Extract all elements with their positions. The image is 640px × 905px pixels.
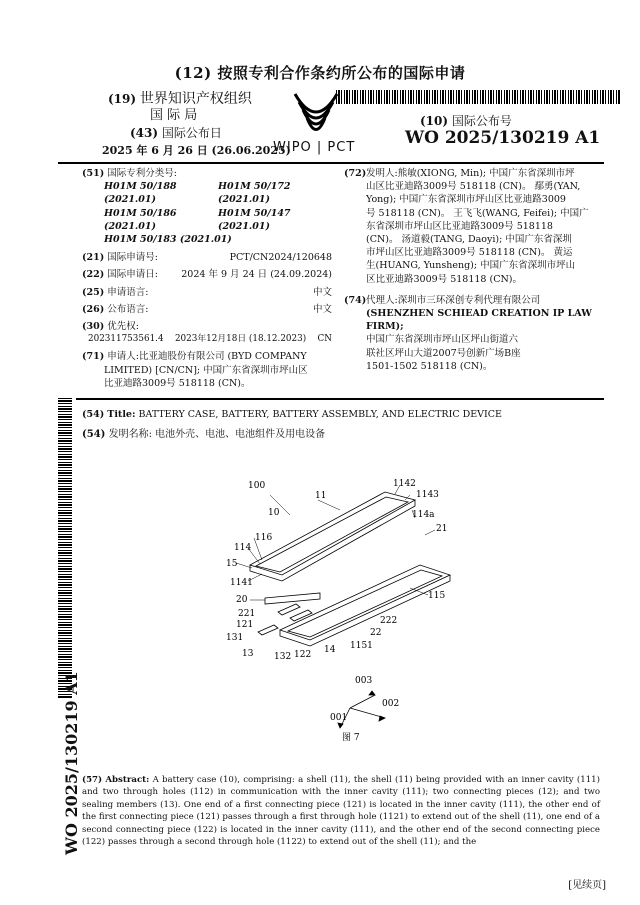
pub-date-value: 2025 年 6 月 26 日 (26.06.2025) — [102, 144, 291, 157]
pub-date-label: 国际公布日 — [161, 126, 222, 140]
ipc-code: H01M 50/147 (2021.01) — [218, 207, 291, 232]
title-cn-num: (54) — [82, 429, 106, 440]
f74-num: (74) — [344, 294, 367, 306]
label-116: 116 — [255, 533, 273, 543]
pub-date-num: (43) — [130, 126, 159, 140]
inventor-line: (CN)。 汤道毅(TANG, Daoyi); 中国广东省深圳 — [366, 234, 572, 246]
label-10: 10 — [268, 508, 280, 518]
label-002: 002 — [382, 699, 400, 709]
org-num: (19) — [108, 92, 137, 106]
label-20: 20 — [236, 595, 248, 605]
inventor-line: 号 518118 (CN)。 王飞飞(WANG, Feifei); 中国广 — [366, 207, 589, 219]
inventor-line: Yong); 中国广东省深圳市坪山区比亚迪路3009 — [366, 194, 566, 206]
agent-line: 1501-1502 518118 (CN)。 — [366, 360, 493, 372]
abstract-label: Abstract: — [105, 775, 150, 785]
f25-value: 中文 — [312, 286, 332, 298]
f51-label: 国际专利分类号: — [107, 168, 177, 179]
f26-label: 公布语言: — [107, 303, 149, 315]
f25-label: 申请语言: — [107, 286, 149, 298]
agent-line: 中国广东省深圳市坪山区坪山街道六 — [366, 334, 519, 346]
figure-labels — [226, 479, 447, 743]
f51-num: (51) — [82, 168, 105, 179]
applicant-line: 申请人:比亚迪股份有限公司 (BYD COMPANY — [107, 351, 307, 363]
inventor-line: 市坪山区比亚迪路3009号 518118 (CN)。 黄运 — [366, 247, 573, 259]
label-121: 121 — [236, 620, 254, 630]
f26-value: 中文 — [312, 303, 332, 315]
label-132: 132 — [274, 652, 292, 662]
f21-value: PCT/CN2024/120648 — [229, 252, 332, 264]
agent-line: (SHENZHEN SCHIEAD CREATION IP LAW FIRM); — [366, 308, 592, 333]
f22-label: 国际申请日: — [107, 269, 158, 281]
ipc-code: H01M 50/172 (2021.01) — [218, 181, 291, 206]
title-en-value: BATTERY CASE, BATTERY, BATTERY ASSEMBLY, AND ELECTRIC DEVICE — [138, 409, 502, 420]
agent-line: 联社区坪山大道2007号创新广场B座 — [366, 347, 521, 359]
pub-no-value: WO 2025/130219 A1 — [405, 128, 601, 148]
document-title: (12) 按照专利合作条约所公布的国际申请 — [174, 64, 466, 82]
battery-figure — [190, 470, 460, 750]
f21-label: 国际申请号: — [107, 252, 158, 264]
inventor-line: 区比亚迪路3009号 518118 (CN)。 — [366, 273, 522, 285]
label-1143: 1143 — [416, 490, 439, 500]
applicant-line: 比亚迪路3009号 518118 (CN)。 — [104, 377, 251, 389]
inventor-line: 山区比亚迪路3009号 518118 (CN)。 鄢勇(YAN, — [366, 181, 581, 193]
title-cn-row — [82, 428, 602, 441]
label-003: 003 — [355, 676, 373, 686]
f26-num: (26) — [82, 303, 105, 315]
title-cn-value: 电池外壳、电池、电池组件及用电设备 — [155, 429, 326, 440]
priority-date: 2023年12月18日 (18.12.2023) — [174, 334, 307, 345]
section-rule — [76, 398, 604, 400]
wipo-pct-text: WIPO | PCT — [273, 140, 356, 155]
label-115: 115 — [428, 591, 446, 601]
label-122: 122 — [294, 650, 312, 660]
f22-num: (22) — [82, 269, 105, 281]
abstract-text: A battery case (10), comprising: a shell (11), the shell (11) being provided with an inner cavity (111) and two through holes (112) in communication with the inner cavity (111); two connecting pieces (12); and two sealing members (13). One end of a first connecting piece (121) is located in the inner cavity (111), the other end of the first connecting piece (121) passes through a first through hole (1121) to extend out of the shell (11), one end of a second connecting piece (122) is located in the inner cavity (111), and the other end of the second connecting piece (122) passes through a second through hole (1122) to extend out of the shell (11); and the — [82, 775, 600, 848]
f72-num: (72) — [344, 168, 367, 179]
label-11: 11 — [315, 491, 327, 501]
inventor-line: 发明人:熊敏(XIONG, Min); 中国广东省深圳市坪 — [366, 168, 575, 179]
pub-no-num: (10) — [420, 114, 449, 128]
priority-country: CN — [317, 334, 332, 345]
f30-label: 优先权: — [107, 321, 139, 333]
pub-date-label-row — [130, 124, 222, 141]
label-222: 222 — [380, 616, 398, 626]
pub-no-label: 国际公布号 — [451, 114, 512, 128]
ipc-code: H01M 50/188 (2021.01) — [104, 181, 177, 206]
label-15: 15 — [226, 559, 238, 569]
battery-case-drawing — [250, 492, 450, 728]
f30-num: (30) — [82, 321, 105, 333]
header-rule — [58, 162, 604, 164]
label-13: 13 — [242, 649, 254, 659]
applicant-line: LIMITED) [CN/CN]; 中国广东省深圳市坪山区 — [104, 364, 308, 376]
agent-line: 代理人:深圳市三环深创专利代理有限公司 — [366, 294, 541, 306]
barcode-top — [336, 90, 620, 104]
org-name: 世界知识产权组织 — [139, 91, 252, 107]
org-sub: 国 际 局 — [150, 108, 198, 123]
title-cn-label: 发明名称: — [108, 429, 152, 440]
label-100: 100 — [248, 481, 266, 491]
title-en-row — [82, 408, 602, 421]
label-22: 22 — [370, 628, 382, 638]
figure-caption: 图 7 — [342, 733, 360, 743]
right-column — [344, 167, 604, 373]
f71-num: (71) — [82, 351, 105, 363]
label-1151: 1151 — [350, 641, 373, 651]
label-1142: 1142 — [393, 479, 416, 489]
label-114a: 114a — [412, 510, 435, 520]
label-131: 131 — [226, 633, 244, 643]
label-114: 114 — [234, 543, 252, 553]
label-001: 001 — [330, 713, 348, 723]
f22-value: 2024 年 9 月 24 日 (24.09.2024) — [181, 269, 332, 281]
priority-app-no: 202311753561.4 — [88, 334, 164, 345]
f25-num: (25) — [82, 286, 105, 298]
label-14: 14 — [324, 645, 336, 655]
title-en-num: (54) — [82, 409, 105, 420]
barcode-side — [58, 398, 72, 698]
ipc-code: H01M 50/183 (2021.01) — [104, 234, 232, 246]
left-column — [82, 167, 332, 390]
side-pub-number: WO 2025/130219 A1 — [62, 671, 81, 855]
pub-no-label-row — [420, 112, 512, 129]
wipo-logo-icon — [287, 86, 345, 144]
ipc-code: H01M 50/186 (2021.01) — [104, 207, 177, 232]
abstract-block — [82, 774, 600, 848]
abstract-num: (57) — [82, 775, 103, 785]
label-221: 221 — [238, 609, 256, 619]
inventor-line: 生(HUANG, Yunsheng); 中国广东省深圳市坪山 — [366, 260, 576, 272]
title-en-label: Title: — [107, 409, 136, 420]
label-21: 21 — [436, 524, 448, 534]
continued-note: [见续页] — [568, 880, 606, 891]
inventor-line: 东省深圳市坪山区比亚迪路3009号 518118 — [366, 220, 553, 232]
f21-num: (21) — [82, 252, 105, 264]
label-1141: 1141 — [230, 578, 253, 588]
